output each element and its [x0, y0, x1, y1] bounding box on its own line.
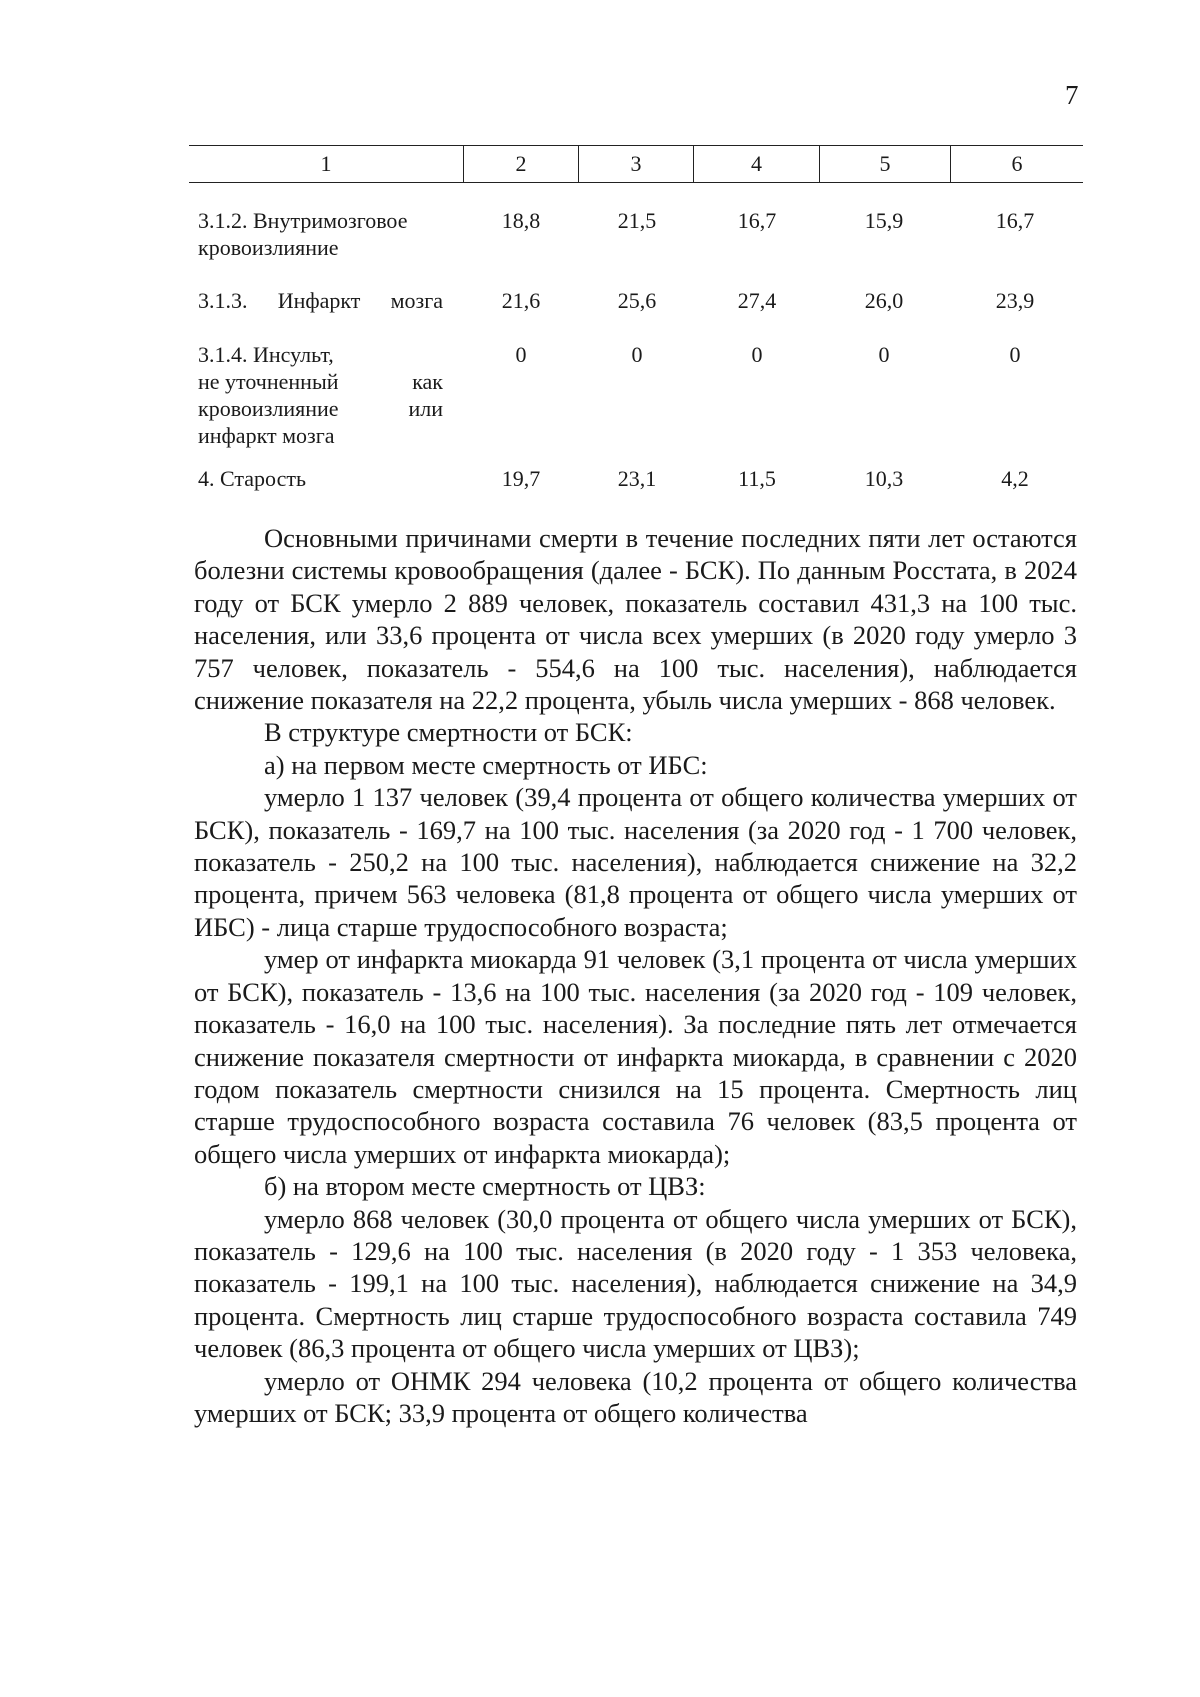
cell-value: 23,1 — [617, 466, 657, 491]
row-label — [198, 341, 443, 449]
row-label-line: 3.1.4. Инсульт, — [198, 342, 334, 367]
cell-value: 23,9 — [995, 288, 1035, 313]
column-header-1: 1 — [189, 146, 464, 182]
cell-value: 16,7 — [737, 208, 777, 233]
row-label-line: 3.1.2. Внутримозговое — [198, 208, 408, 233]
cell-value: 19,7 — [501, 466, 541, 491]
row-label-line: 4. Старость — [198, 466, 306, 491]
paragraph: б) на втором месте смертность от ЦВЗ: — [264, 1171, 706, 1202]
column-header-3: 3 — [579, 146, 694, 182]
row-label-part: мозга — [390, 288, 443, 313]
cell-value: 0 — [751, 342, 763, 367]
paragraph: умер от инфаркта миокарда 91 человек (3,1 процента от числа умерших от БСК), показатель - 13,6 на 100 тыс. населения (за 2020 год - 109 человек, показатель - 16,0 на 100 тыс. населения). За последние пять лет отмечается снижение показателя смертности от инфаркта миокарда, в сравнении с 2020 годом показатель смертности снизился на 15 процента. Смертность лиц старше трудоспособного возраста составила 76 человек (83,5 процента от общего числа умерших от инфаркта миокарда); — [194, 944, 1077, 1169]
row-label-part: кровоизлияние — [198, 396, 339, 421]
paragraph: умерло от ОНМК 294 человека (10,2 процента от общего количества умерших от БСК; 33,9 процента от общего количества — [194, 1365, 1077, 1428]
cell-value: 0 — [515, 342, 527, 367]
mortality-table — [189, 145, 1083, 491]
page-number: 7 — [1065, 80, 1079, 110]
row-label-part: Инфаркт — [277, 288, 361, 313]
table-header — [189, 145, 1083, 183]
row-label — [198, 287, 443, 314]
row-label-part: или — [408, 396, 443, 421]
column-header-6: 6 — [1011, 151, 1023, 176]
paragraph: умерло 1 137 человек (39,4 процента от общего количества умерших от БСК), показатель - 169,7 на 100 тыс. населения (за 2020 год - 1 700 человек, показатель - 250,2 на 100 тыс. населения), наблюдается снижение на 32,2 процента, причем 563 человека (81,8 процента от общего числа умерших от ИБС) - лица старше трудоспособного возраста; — [194, 782, 1077, 942]
cell-value: 4,2 — [1001, 466, 1029, 491]
cell-value: 27,4 — [737, 288, 777, 313]
cell-value: 0 — [631, 342, 643, 367]
cell-value: 11,5 — [738, 466, 776, 491]
paragraph: умерло 868 человек (30,0 процента от общего числа умерших от БСК), показатель - 129,6 на 100 тыс. населения (в 2020 году - 1 353 человека, показатель - 199,1 на 100 тыс. населения), наблюдается снижение на 34,9 процента. Смертность лиц старше трудоспособного возраста составила 749 человек (86,3 процента от общего числа умерших от ЦВЗ); — [194, 1203, 1077, 1364]
column-header-2: 2 — [464, 146, 579, 182]
row-label — [198, 207, 443, 261]
cell-value: 0 — [1009, 342, 1021, 367]
paragraph: а) на первом месте смертность от ИБС: — [264, 749, 708, 780]
paragraph: В структуре смертности от БСК: — [264, 717, 633, 748]
cell-value: 21,6 — [501, 288, 541, 313]
row-label-part: как — [412, 369, 443, 394]
cell-value: 15,9 — [864, 208, 904, 233]
paragraph: Основными причинами смерти в течение последних пяти лет остаются болезни системы кровообращения (далее - БСК). По данным Росстата, в 2024 году от БСК умерло 2 889 человек, показатель составил 431,3 на 100 тыс. населения, или 33,6 процента от числа всех умерших (в 2020 году умерло 3 757 человек, показатель - 554,6 на 100 тыс. населения), наблюдается снижение показателя на 22,2 процента, убыль числа умерших - 868 человек. — [194, 523, 1077, 716]
column-header-5: 5 — [820, 146, 951, 182]
body-text — [194, 522, 1077, 1429]
row-label — [198, 465, 443, 492]
cell-value: 0 — [878, 342, 890, 367]
row-label-line: инфаркт мозга — [198, 423, 335, 448]
row-label-part: 3.1.3. — [198, 288, 248, 313]
cell-value: 18,8 — [501, 208, 541, 233]
row-label-part: не уточненный — [198, 369, 339, 394]
cell-value: 16,7 — [995, 208, 1035, 233]
cell-value: 21,5 — [617, 208, 657, 233]
column-header-4: 4 — [694, 146, 820, 182]
cell-value: 26,0 — [864, 288, 904, 313]
cell-value: 10,3 — [864, 466, 904, 491]
cell-value: 25,6 — [617, 288, 657, 313]
row-label-line: кровоизлияние — [198, 235, 339, 260]
